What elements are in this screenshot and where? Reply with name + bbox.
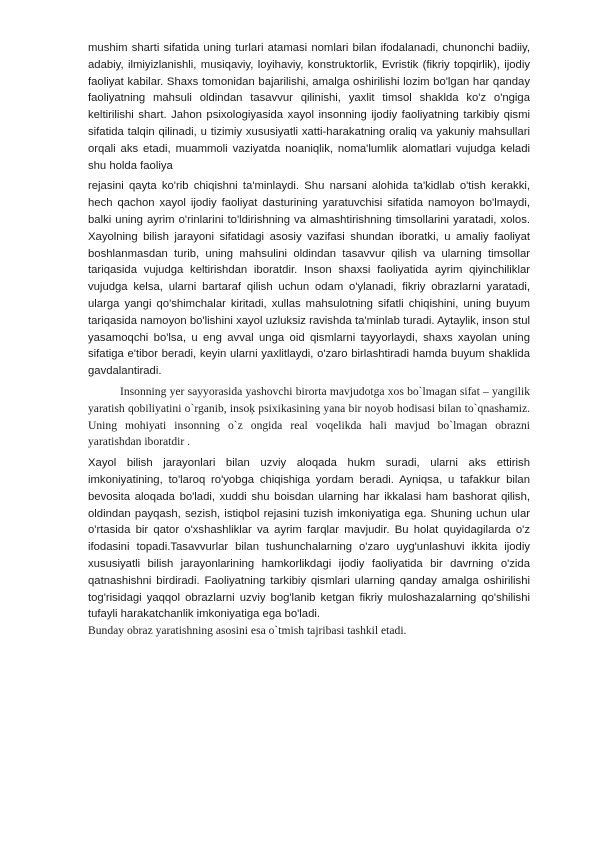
paragraph-2: rejasini qayta ko'rib chiqishni ta'minlaydi. Shu narsani alohida ta'kidlab o'tish kerakki, hech qachon xayol ijodiy faoliyat dasturining yaratuvchisi sifatida namoyon bo'lmaydi, balki uning ayrim o'rinlarini to'ldirishning va almashtirishning timsollarini yaratadi, xolos. Xayolning bilish jarayoni sifatidagi asosiy vazifasi shundan iboratki, u amaliy faoliyat boshlanmasdan turib, uning mahsulini oldindan tasavvur qilish va ularning timsollar tariqasida vujudga keltirishdan iboratdir. Inson shaxsi faoliyatida ayrim qiyinchiliklar vujudga kelsa, ularni bartaraf qilish uchun odam o'ylanadi, fikriy obrazlarni yaratadi, ularga yangi qo'shimchalar kiritadi, xullas mahsulotning sifatli chiqishini, uning buyum tariqasida namoyon bo'lishini xayol uzluksiz ravishda ta'minlab turadi. Aytaylik, inson stul yasamoqchi bo'lsa, u eng avval unga oid qismlarni tayyorlaydi, shaxs xayolan uning sifatiga e'tibor beradi, keyin ularni yaxlitlaydi, o'zaro birlashtiradi hamda buyum shaklida gavdalantiradi. xyxy=(88,180,530,378)
paragraph-3: Insonning yer sayyorasida yashovchi birorta mavjudotga xos bo`lmagan sifat – yangilik yaratish qobiliyatini o`rganib, insoķ psixikasining yana bir noyob hodisasi bilan to`qnashamiz. Uning mohiyati insonning o`z ongida real voqelikda hali mavjud bo`lmagan obrazni yaratishdan iboratdir . xyxy=(88,384,530,449)
paragraph-5: Bunday obraz yaratishning asosini esa o`tmish tajribasi tashkil etadi. xyxy=(88,624,407,638)
paragraph-4: Xayol bilish jarayonlari bilan uzviy aloqada hukm suradi, ularni aks ettirish imkoniyatining, to'laroq ro'yobga chiqishiga yordam beradi. Ayniqsa, u tafakkur bilan bevosita aloqada bo'ladi, xuddi shu boisdan ularning har ikkalasi ham bashorat qilish, oldindan payqash, sezish, istiqbol rejasini tuzish imkoniyatiga ega. Shuning uchun ular o'rtasida bir qator o'xshashliklar va ayrim farqlar mavjudir. Bu holat quyidagilarda o'z ifodasini topadi.Tasavvurlar bilan tushunchalarning o'zaro uyg'unlashuvi ikkita ijodiy xususiyatli bilish jarayonlarining hamkorlikdagi ijodiy faoliyatida bir davrning o'zida qatnashishni birdiradi. Faoliyatning tarkibiy qismlari ularning qanday amalga oshirilishi tog'risidagi yaqqol obrazlarni uzviy bog'lanib ketgan fikriy muloshazalarning qo'shilishi tufayli harakatchanlik imkoniyatiga ega bo'ladi. xyxy=(88,457,530,621)
paragraph-1: mushim sharti sifatida uning turlari atamasi nomlari bilan ifodalanadi, chunonchi badiiy, adabiy, ilmiyizlanishli, musiqaviy, loyihaviy, konstruktorlik, Evristik (fikriy topqirlik), ijodiy faoliyat kabilar. Shaxs tomonidan bajarilishi, amalga oshirilishi lozim bo'lgan har qanday faoliyatning mahsuli oldindan tasavvur qilinishi, yaxlit timsol shaklda ko'z o'ngiga keltirilishi shart. Jahon psixologiyasida xayol insonning ijodiy faoliyatning tarkibiy qismi sifatida talqin qilinadi, u tizimiy xususiyatli xatti-harakatning oraliq va yakuniy mahsullari orqali aks etadi, muammoli vaziyatda noaniqlik, noma'lumlik alomatlari vujudga keladi shu holda faoliya xyxy=(88,42,530,172)
document-page xyxy=(88,40,530,640)
